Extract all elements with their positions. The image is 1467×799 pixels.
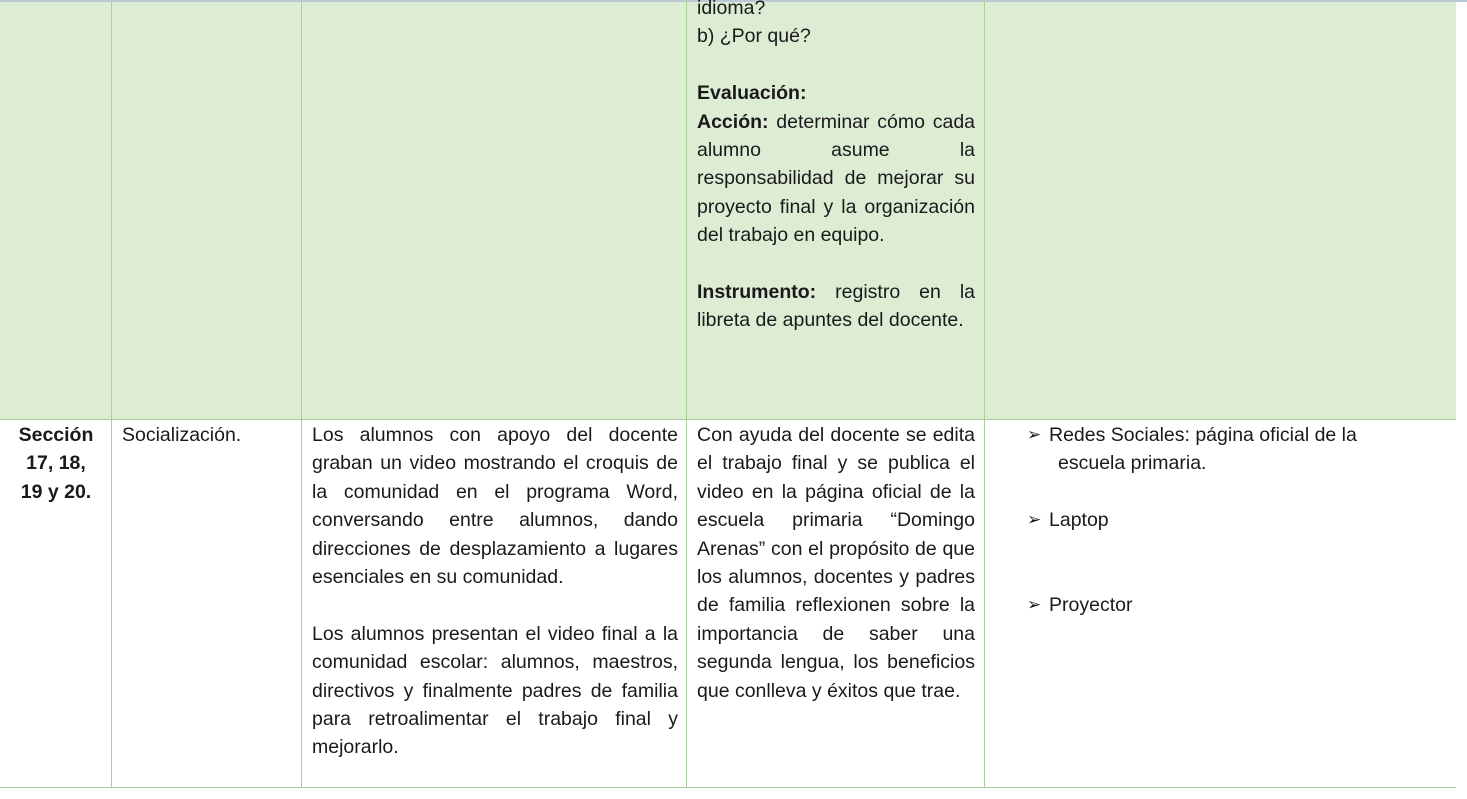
- resource-item: [1027, 591, 1447, 619]
- accion-paragraph: [697, 108, 975, 250]
- row-divider: [0, 419, 1456, 420]
- activities-paragraph-2: Los alumnos presentan el video final a la comunidad escolar: alumnos, maestros, directivos y finalmente padres de familia para retroalimentar el trabajo final y mejorarlo.: [312, 622, 678, 759]
- session-label: Sección: [18, 424, 94, 446]
- column-divider: [111, 0, 112, 788]
- instrumento-label: Instrumento:: [697, 281, 817, 304]
- phase-cell: [122, 421, 292, 449]
- session-cell: [6, 421, 106, 506]
- resource-item: [1027, 421, 1447, 478]
- evaluation-paragraph: Con ayuda del docente se edita el trabajo final y se publica el video en la página oficial de la escuela primaria “Domingo Arenas” con el propósito de que los alumnos, docentes y padres de familia reflexionen sobre la importancia de saber una segunda lengua, los beneficios que conlleva y éxitos que trae.: [697, 424, 975, 702]
- activities-cell: [312, 421, 678, 762]
- accion-text: determinar cómo cada alumno asume la responsabilidad de mejorar su proyecto final y la organización del trabajo en equipo.: [697, 110, 976, 247]
- question-b: b) ¿Por qué?: [697, 25, 811, 48]
- resources-list: [1027, 421, 1447, 620]
- evaluacion-heading: Evaluación:: [697, 82, 807, 105]
- question-continuation: idioma?: [697, 0, 766, 19]
- resource-item-text-continued: escuela primaria.: [1058, 452, 1207, 475]
- instrumento-paragraph: [697, 278, 975, 335]
- accion-label: Acción:: [697, 110, 769, 133]
- previous-row-evaluation-cell: [697, 0, 975, 335]
- evaluation-cell: [697, 421, 975, 705]
- column-divider: [686, 0, 687, 788]
- arrow-bullet-icon: ➢: [1027, 510, 1042, 530]
- resource-item: [1027, 506, 1447, 534]
- arrow-bullet-icon: ➢: [1027, 595, 1042, 615]
- arrow-bullet-icon: ➢: [1027, 425, 1042, 444]
- session-numbers-end: 19 y 20.: [20, 480, 92, 503]
- resource-item-text: Proyector: [1049, 594, 1133, 617]
- session-numbers: 17, 18,: [26, 452, 86, 475]
- resource-item-text: Redes Sociales: página oficial de la: [1049, 424, 1357, 446]
- activities-paragraph-1: Los alumnos con apoyo del docente graban un video mostrando el croquis de la comunidad en el programa Word, conversando entre alumnos, dando direcciones de desplazamiento a lugares esenciales en su comunidad.: [312, 424, 678, 589]
- column-divider: [984, 0, 985, 788]
- instrumento-text: registro en la libreta de apuntes del docente.: [697, 281, 975, 332]
- resource-item-text: Laptop: [1049, 509, 1109, 532]
- table-bottom-border: [0, 787, 1456, 788]
- column-divider: [301, 0, 302, 788]
- phase-name: Socialización.: [122, 424, 242, 446]
- resources-cell: [1027, 421, 1447, 620]
